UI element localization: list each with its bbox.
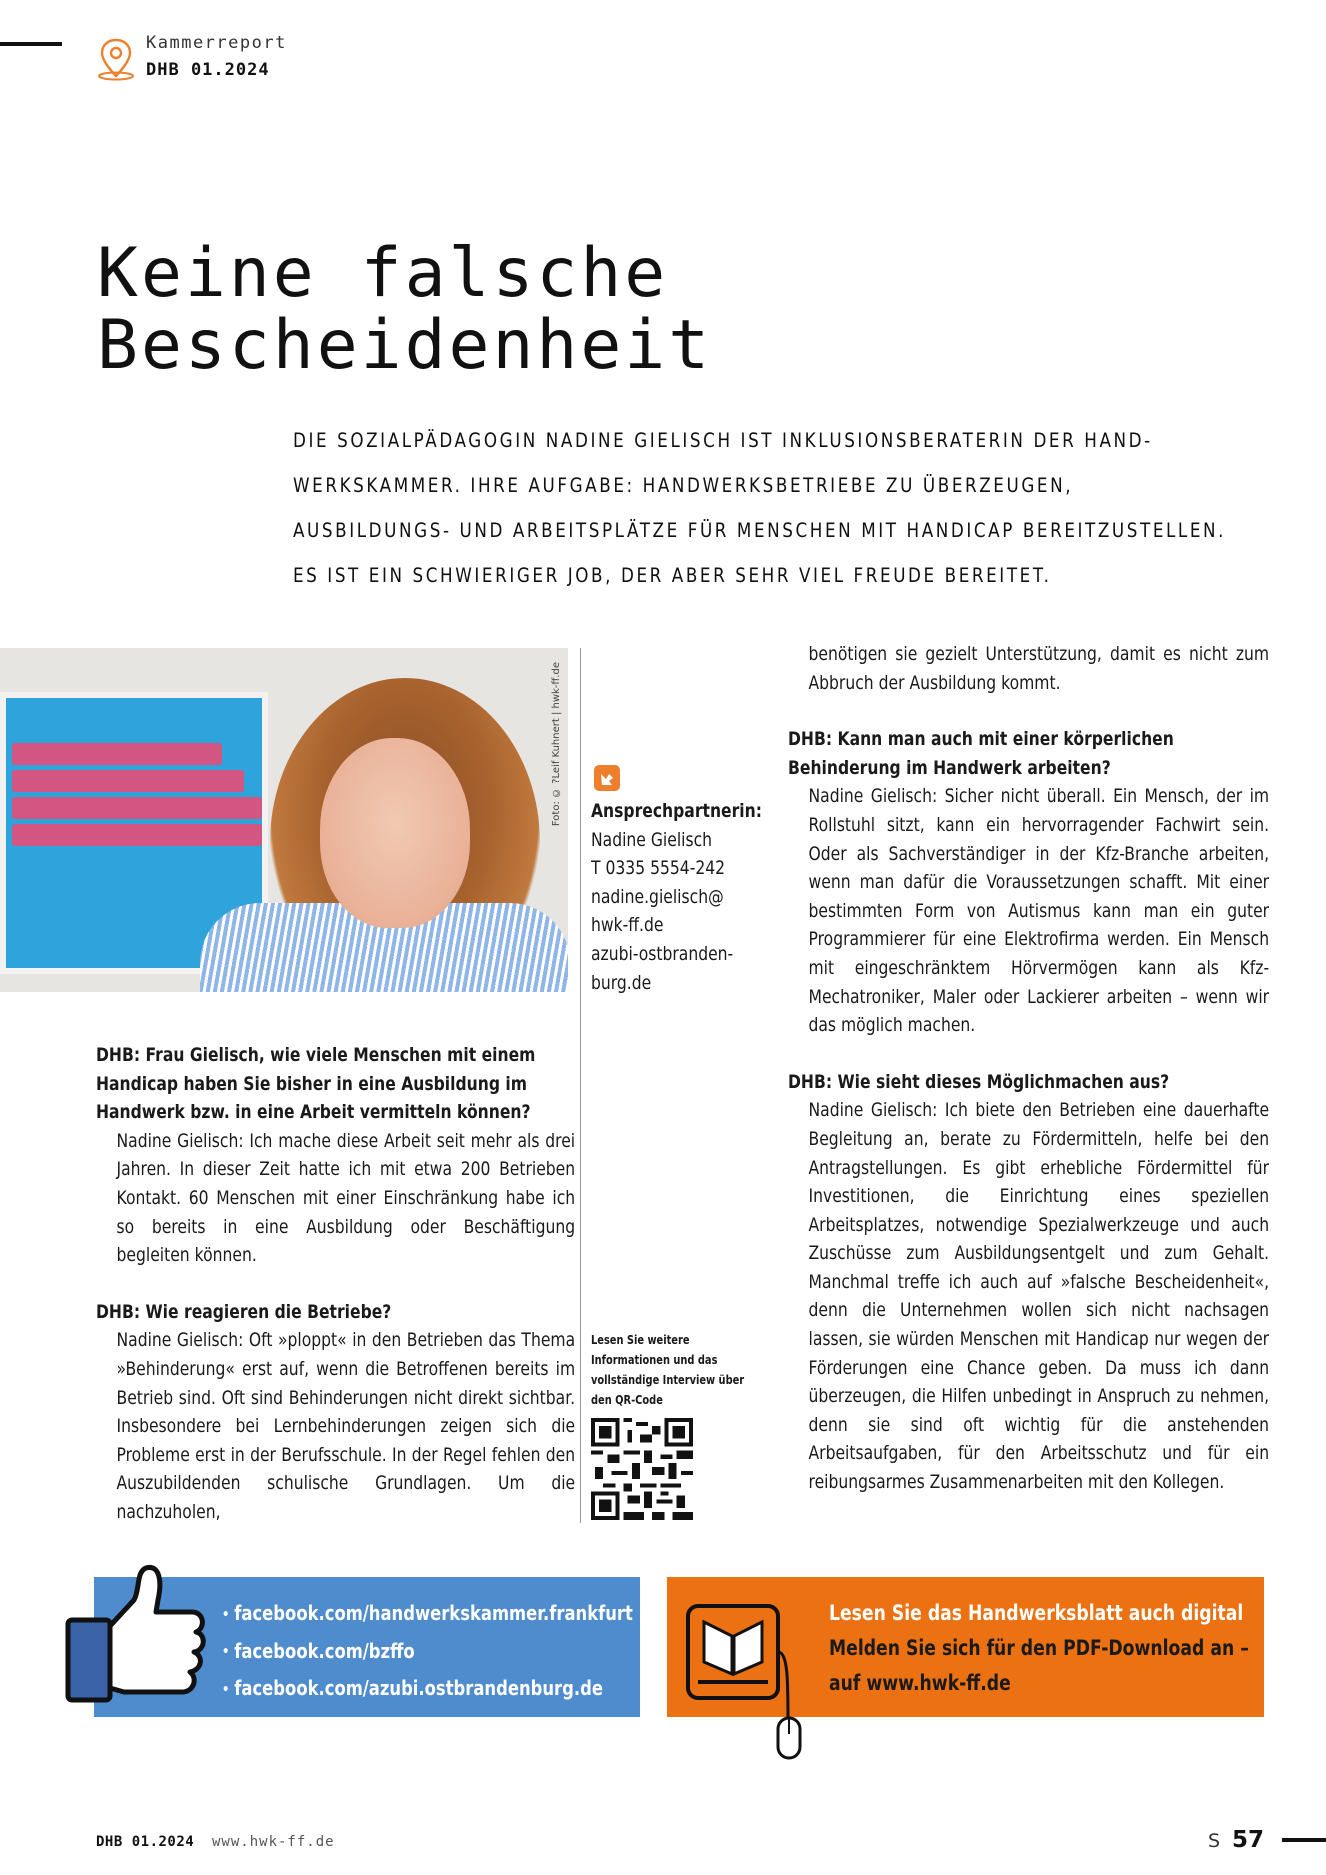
facebook-link[interactable]: • facebook.com/bzffo [222,1638,415,1663]
page-number: 57 [1232,1827,1265,1853]
portrait-photo [0,648,568,992]
contact-box [591,797,762,997]
article-title [97,234,713,385]
digital-edition-text[interactable] [829,1596,1249,1701]
right-column [788,640,1270,1497]
title-line-1: Keine falsche [97,234,669,313]
interview-answer: Nadine Gielisch: Ich mache diese Arbeit seit mehr als drei Jahren. In dieser Zeit hatte ich mit etwa 200 Betrieben Kontakt. 60 Menschen mit einer Einschränkung habe ich so bereits in eine Ausbildung oder Beschäftigung begleiten können. [116,1129,576,1267]
section-label: Kammerreport [146,33,287,53]
digital-line-2: Melden Sie sich für den PDF-Download an – [829,1636,1249,1660]
contact-label: Ansprechpartnerin: [591,800,762,822]
page-prefix: S [1208,1830,1221,1852]
facebook-links [222,1595,633,1708]
lead-line: AUSBILDUNGS- UND ARBEITSPLÄTZE FÜR MENSCHEN MIT HANDICAP BEREITZUSTELLEN. [293,519,1227,542]
digital-line-3[interactable]: auf www.hwk-ff.de [829,1671,1011,1695]
article-lead [293,418,1256,598]
top-rule [0,42,62,46]
title-line-2: Bescheidenheit [97,306,713,385]
interview-answer: Nadine Gielisch: Oft »ploppt« in den Betrieben das Thema »Behinderung« erst auf, wenn die Betroffenen bereits im Betrieb sind. Oft sind Behinderungen nicht direkt sichtbar. Insbesondere bei Lernbehinderungen zeigen sich die Probleme erst in der Berufsschule. In der Regel fehlen den Auszubildenden schulische Grundlagen. Um die nachzuholen, [116,1329,576,1523]
lead-line: WERKSKAMMER. IHRE AUFGABE: HANDWERKSBETRIEBE ZU ÜBERZEUGEN, [293,474,1074,497]
interview-answer: Nadine Gielisch: Ich biete den Betrieben eine dauerhafte Begleitung an, berate zu Fördermitteln, helfe bei den Antragstellungen. Es gibt erhebliche Fördermittel für Investitionen, die Einrichtung eines speziellen Arbeitsplatzes, notwendige Spezialwerkzeuge und auch Zuschüsse zum Ausbildungsentgelt und zum Gehalt. Manchmal treffe ich auch auf »falsche Bescheidenheit«, denn die Unternehmen wollen sich nicht nachsagen lassen, sie würden Menschen mit Handicap nur wegen der Förderungen eine Chance geben. Da muss ich dann überzeugen, die Hilfen unbedingt in Anspruch zu nehmen, denn sie sind oft wichtig für die anstehenden Arbeitsaufgaben, für den Arbeitsschutz und für ein reibungsarmes Zusammenarbeiten mit den Kollegen. [808,1099,1270,1494]
location-pin-icon [96,36,136,82]
interview-question: DHB: Wie reagieren die Betriebe? [96,1300,392,1323]
thumbs-up-icon [64,1560,214,1710]
bottom-rule [1282,1838,1326,1842]
contact-phone[interactable]: T 0335 5554-242 [591,857,726,880]
interview-answer-continued: benötigen sie gezielt Unterstützung, damit es nicht zum Abbruch der Ausbildung kommt. [808,643,1270,694]
contact-web-1[interactable]: azubi-ostbranden- [591,942,734,965]
footer-url[interactable]: www.hwk-ff.de [212,1834,335,1850]
interview-answer: Nadine Gielisch: Sicher nicht überall. Ein Mensch, der im Rollstuhl sitzt, kann ein hervorragender Fachwirt sein. Oder als Sachverständiger in der Kfz-Branche arbeiten, wenn man dafür die Voraussetzungen schafft. Mit einer bestimmten Form von Autismus kann man ein guter Programmierer für eine Elektrofirma werden. Ein Mensch mit eingeschränktem Hörvermögen kann als Kfz-Mechatroniker, Maler oder Lackierer arbeiten – wenn wir das möglich machen. [808,785,1270,1037]
left-column [96,1041,576,1527]
book-mouse-icon [684,1592,804,1762]
interview-question: DHB: Kann man auch mit einer körperlichen Behinderung im Handwerk arbeiten? [788,728,1174,779]
interview-question: DHB: Frau Gielisch, wie viele Menschen mit einem Handicap haben Sie bisher in eine Ausbildung im Handwerk bzw. in eine Arbeit vermitteln können? [96,1044,536,1124]
contact-name: Nadine Gielisch [591,828,713,851]
lead-line: ES IST EIN SCHWIERIGER JOB, DER ABER SEHR VIEL FREUDE BEREITET. [293,564,1052,587]
contact-web-2[interactable]: burg.de [591,971,652,994]
facebook-link[interactable]: • facebook.com/handwerkskammer.frankfurt [222,1601,633,1625]
facebook-link[interactable]: • facebook.com/azubi.ostbrandenburg.de [222,1676,603,1700]
lead-line: DIE SOZIALPÄDAGOGIN NADINE GIELISCH IST INKLUSIONSBERATERIN DER HAND- [293,429,1153,452]
interview-question: DHB: Wie sieht dieses Möglichmachen aus? [788,1070,1170,1093]
digital-line-1: Lesen Sie das Handwerksblatt auch digital [829,1601,1244,1625]
column-divider [580,648,581,1523]
photo-credit: Foto: © ?Leif Kuhnert | hwk-ff.de [551,662,562,827]
qr-code[interactable] [591,1418,693,1520]
qr-caption: Lesen Sie weitere Informationen und das vollständige Interview über den QR-Code [591,1333,745,1407]
footer-issue: DHB 01.2024 [96,1834,195,1850]
arrow-icon [594,765,620,791]
contact-email-1[interactable]: nadine.gielisch@ [591,885,724,908]
issue-label: DHB 01.2024 [146,60,270,80]
contact-email-2[interactable]: hwk-ff.de [591,914,664,937]
